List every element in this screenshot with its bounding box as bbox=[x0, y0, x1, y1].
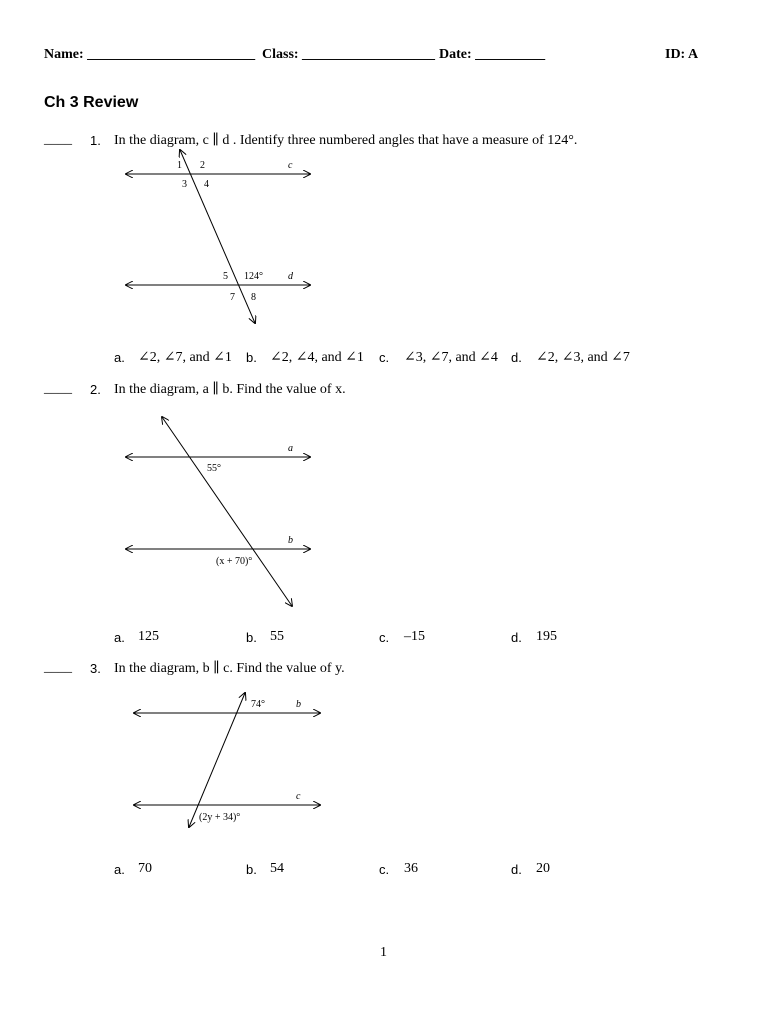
name-field-label: Name: ________________________ bbox=[44, 47, 256, 62]
transversal bbox=[162, 417, 292, 606]
line-label-b: b bbox=[296, 699, 301, 710]
option-value-3b: 54 bbox=[270, 861, 284, 876]
question-text-1: In the diagram, c ∥ d . Identify three numbered angles that have a measure of 124°. bbox=[114, 133, 578, 148]
question-number-2: 2. bbox=[90, 382, 101, 397]
option-value-1b: ∠2, ∠4, and ∠1 bbox=[270, 350, 364, 365]
angle-label-1: 1 bbox=[177, 160, 182, 171]
angle-label-3: 3 bbox=[182, 179, 187, 190]
class-field-label: Class: ___________________ bbox=[262, 47, 436, 62]
option-letter-3c: c. bbox=[379, 862, 390, 877]
page-title: Ch 3 Review bbox=[44, 94, 139, 111]
option-letter-2d: d. bbox=[511, 630, 522, 645]
option-letter-2c: c. bbox=[379, 630, 390, 645]
diagram-question-1 bbox=[110, 148, 330, 328]
option-letter-1c: c. bbox=[379, 350, 390, 365]
page-number: 1 bbox=[380, 945, 387, 960]
option-value-3c: 36 bbox=[404, 861, 418, 876]
option-letter-1b: b. bbox=[246, 350, 257, 365]
diagram-question-2 bbox=[110, 410, 330, 610]
option-value-1a: ∠2, ∠7, and ∠1 bbox=[138, 350, 232, 365]
question-number-3: 3. bbox=[90, 661, 101, 676]
line-label-d: d bbox=[288, 271, 293, 282]
angle-label-x-plus-70: (x + 70)° bbox=[216, 556, 253, 567]
option-letter-2a: a. bbox=[114, 630, 125, 645]
option-value-2b: 55 bbox=[270, 629, 284, 644]
option-letter-3b: b. bbox=[246, 862, 257, 877]
angle-label-8: 8 bbox=[251, 292, 256, 303]
question-number-1: 1. bbox=[90, 133, 101, 148]
angle-label-74: 74° bbox=[251, 699, 265, 710]
option-letter-2b: b. bbox=[246, 630, 257, 645]
line-label-a: a bbox=[288, 443, 293, 454]
line-label-c: c bbox=[296, 791, 301, 802]
test-id-label: ID: A bbox=[665, 47, 699, 62]
answer-blank-2: ____ bbox=[44, 381, 72, 396]
option-value-2d: 195 bbox=[536, 629, 557, 644]
line-label-c: c bbox=[288, 160, 293, 171]
diagram-question-3 bbox=[120, 690, 350, 840]
angle-label-2: 2 bbox=[200, 160, 205, 171]
line-label-b: b bbox=[288, 535, 293, 546]
angle-label-124: 124° bbox=[244, 271, 263, 282]
answer-blank-3: ____ bbox=[44, 660, 72, 675]
option-value-1c: ∠3, ∠7, and ∠4 bbox=[404, 350, 498, 365]
date-field-label: Date: __________ bbox=[439, 47, 546, 62]
angle-label-2y-plus-34: (2y + 34)° bbox=[199, 812, 241, 823]
angle-label-4: 4 bbox=[204, 179, 209, 190]
option-value-2a: 125 bbox=[138, 629, 159, 644]
option-value-3d: 20 bbox=[536, 861, 550, 876]
angle-label-7: 7 bbox=[230, 292, 235, 303]
question-text-2: In the diagram, a ∥ b. Find the value of x. bbox=[114, 382, 346, 397]
option-value-1d: ∠2, ∠3, and ∠7 bbox=[536, 350, 630, 365]
question-text-3: In the diagram, b ∥ c. Find the value of y. bbox=[114, 661, 345, 676]
option-value-3a: 70 bbox=[138, 861, 152, 876]
option-letter-1a: a. bbox=[114, 350, 125, 365]
angle-label-55: 55° bbox=[207, 463, 221, 474]
option-letter-3d: d. bbox=[511, 862, 522, 877]
answer-blank-1: ____ bbox=[44, 132, 72, 147]
angle-label-5: 5 bbox=[223, 271, 228, 282]
option-value-2c: –15 bbox=[404, 629, 425, 644]
option-letter-1d: d. bbox=[511, 350, 522, 365]
option-letter-3a: a. bbox=[114, 862, 125, 877]
transversal bbox=[180, 150, 255, 323]
